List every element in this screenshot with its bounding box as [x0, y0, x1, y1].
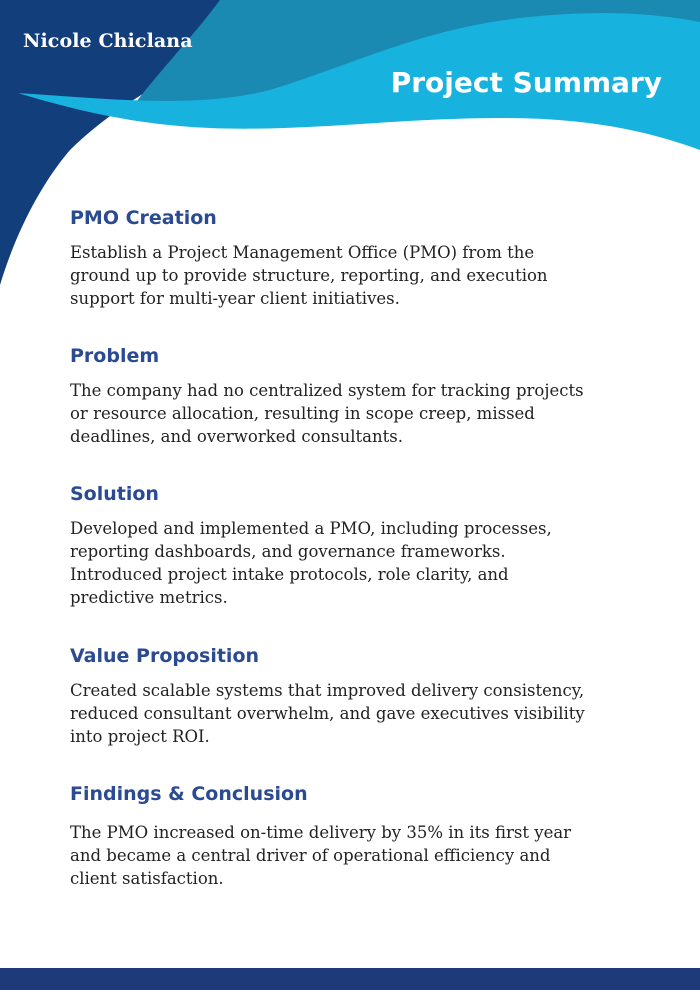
section-problem: [70, 343, 590, 448]
section-body: Created scalable systems that improved delivery consistency, reduced consultant overwhelm, and gave executives visibility into project ROI.: [70, 681, 585, 746]
section-body: The company had no centralized system for tracking projects or resource allocation, resulting in scope creep, missed deadlines, and overworked consultants.: [70, 381, 584, 446]
section-heading: Findings & Conclusion: [70, 783, 308, 805]
section-body: Establish a Project Management Office (PMO) from the ground up to provide structure, reporting, and execution support for multi-year client initiatives.: [70, 243, 548, 308]
footer-bar: [0, 968, 700, 990]
section-heading: Solution: [70, 483, 159, 505]
section-body: The PMO increased on-time delivery by 35% in its first year and became a central driver of operational efficiency and client satisfaction.: [70, 823, 572, 888]
section-heading: PMO Creation: [70, 207, 217, 229]
section-value-proposition: [70, 643, 590, 748]
section-heading: Value Proposition: [70, 645, 260, 667]
section-findings-conclusion: [70, 781, 590, 890]
page-title: Project Summary: [390, 66, 662, 99]
section-heading: Problem: [70, 345, 160, 367]
section-pmo-creation: [70, 205, 590, 310]
section-body: Developed and implemented a PMO, including processes, reporting dashboards, and governance frameworks. Introduced project intake protocols, role clarity, and predictive metrics.: [70, 519, 552, 607]
section-solution: [70, 481, 590, 609]
author-name: Nicole Chiclana: [23, 30, 193, 52]
